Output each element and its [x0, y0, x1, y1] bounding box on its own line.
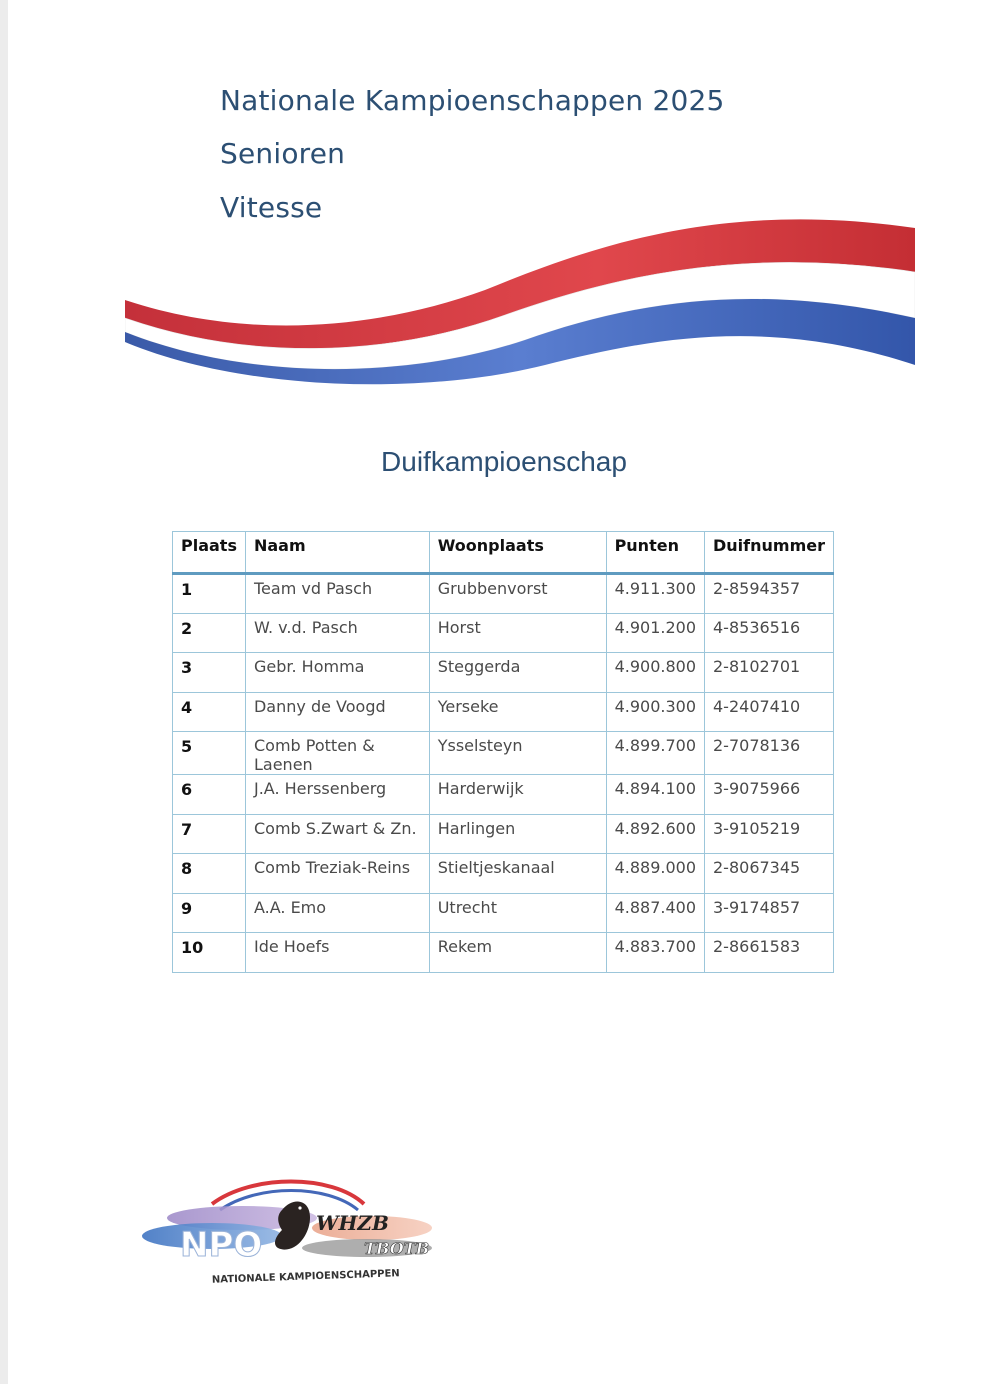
- column-header-punten: Punten: [606, 532, 704, 574]
- cell-plaats: 1: [173, 574, 246, 614]
- table-row: [173, 893, 834, 933]
- cell-woonplaats: Ysselsteyn: [429, 732, 606, 775]
- cell-duifnummer: 3-9075966: [705, 775, 834, 815]
- cell-naam: J.A. Herssenberg: [245, 775, 429, 815]
- table-row: [173, 653, 834, 693]
- cell-duifnummer: 3-9105219: [705, 814, 834, 854]
- column-header-duifnummer: Duifnummer: [705, 532, 834, 574]
- column-header-plaats: Plaats: [173, 532, 246, 574]
- cell-naam: Gebr. Homma: [245, 653, 429, 693]
- cell-punten: 4.899.700: [606, 732, 704, 775]
- cell-plaats: 9: [173, 893, 246, 933]
- cell-naam: Team vd Pasch: [245, 574, 429, 614]
- cell-punten: 4.892.600: [606, 814, 704, 854]
- cell-duifnummer: 4-8536516: [705, 613, 834, 653]
- cell-plaats: 5: [173, 732, 246, 775]
- cell-woonplaats: Grubbenvorst: [429, 574, 606, 614]
- npo-logo: [132, 1170, 452, 1295]
- cell-naam: Comb S.Zwart & Zn.: [245, 814, 429, 854]
- cell-duifnummer: 2-8102701: [705, 653, 834, 693]
- table-row: [173, 692, 834, 732]
- cell-naam: Ide Hoefs: [245, 933, 429, 973]
- cell-naam: W. v.d. Pasch: [245, 613, 429, 653]
- column-header-naam: Naam: [245, 532, 429, 574]
- cell-punten: 4.911.300: [606, 574, 704, 614]
- cell-punten: 4.901.200: [606, 613, 704, 653]
- dutch-flag-wave: [125, 200, 915, 390]
- cell-woonplaats: Stieltjeskanaal: [429, 854, 606, 894]
- cell-woonplaats: Harderwijk: [429, 775, 606, 815]
- document-title: Nationale Kampioenschappen 2025: [220, 84, 725, 117]
- table-row: [173, 574, 834, 614]
- cell-naam: Comb Potten & Laenen: [245, 732, 429, 775]
- table-row: [173, 933, 834, 973]
- cell-punten: 4.887.400: [606, 893, 704, 933]
- table-row: [173, 854, 834, 894]
- category-label: Senioren: [220, 137, 346, 170]
- cell-duifnummer: 2-7078136: [705, 732, 834, 775]
- logo-whzb-text: WHZB: [316, 1211, 389, 1235]
- column-header-woonplaats: Woonplaats: [429, 532, 606, 574]
- cell-plaats: 8: [173, 854, 246, 894]
- section-title: Duifkampioenschap: [381, 446, 627, 477]
- cell-plaats: 3: [173, 653, 246, 693]
- cell-duifnummer: 2-8067345: [705, 854, 834, 894]
- logo-npo-text: NPO: [180, 1225, 263, 1265]
- cell-plaats: 6: [173, 775, 246, 815]
- cell-woonplaats: Rekem: [429, 933, 606, 973]
- table-row: [173, 732, 834, 775]
- cell-punten: 4.900.800: [606, 653, 704, 693]
- cell-plaats: 7: [173, 814, 246, 854]
- cell-plaats: 10: [173, 933, 246, 973]
- table-row: [173, 775, 834, 815]
- logo-tbotb-text: TBOTB: [364, 1239, 430, 1258]
- cell-plaats: 2: [173, 613, 246, 653]
- cell-naam: A.A. Emo: [245, 893, 429, 933]
- cell-punten: 4.889.000: [606, 854, 704, 894]
- discipline-label: Vitesse: [220, 191, 323, 224]
- cell-duifnummer: 4-2407410: [705, 692, 834, 732]
- table-row: [173, 613, 834, 653]
- cell-woonplaats: Utrecht: [429, 893, 606, 933]
- table-row: [173, 814, 834, 854]
- cell-woonplaats: Yerseke: [429, 692, 606, 732]
- cell-punten: 4.900.300: [606, 692, 704, 732]
- cell-woonplaats: Steggerda: [429, 653, 606, 693]
- cell-punten: 4.883.700: [606, 933, 704, 973]
- cell-punten: 4.894.100: [606, 775, 704, 815]
- results-table: [172, 531, 834, 973]
- cell-woonplaats: Harlingen: [429, 814, 606, 854]
- cell-naam: Danny de Voogd: [245, 692, 429, 732]
- cell-duifnummer: 2-8661583: [705, 933, 834, 973]
- cell-naam: Comb Treziak-Reins: [245, 854, 429, 894]
- logo-caption: NATIONALE KAMPIOENSCHAPPEN: [211, 1268, 400, 1286]
- document-page: [8, 0, 1000, 1384]
- cell-duifnummer: 2-8594357: [705, 574, 834, 614]
- pigeon-eye-icon: [298, 1206, 301, 1209]
- table-header-row: [173, 532, 834, 574]
- cell-woonplaats: Horst: [429, 613, 606, 653]
- cell-duifnummer: 3-9174857: [705, 893, 834, 933]
- cell-plaats: 4: [173, 692, 246, 732]
